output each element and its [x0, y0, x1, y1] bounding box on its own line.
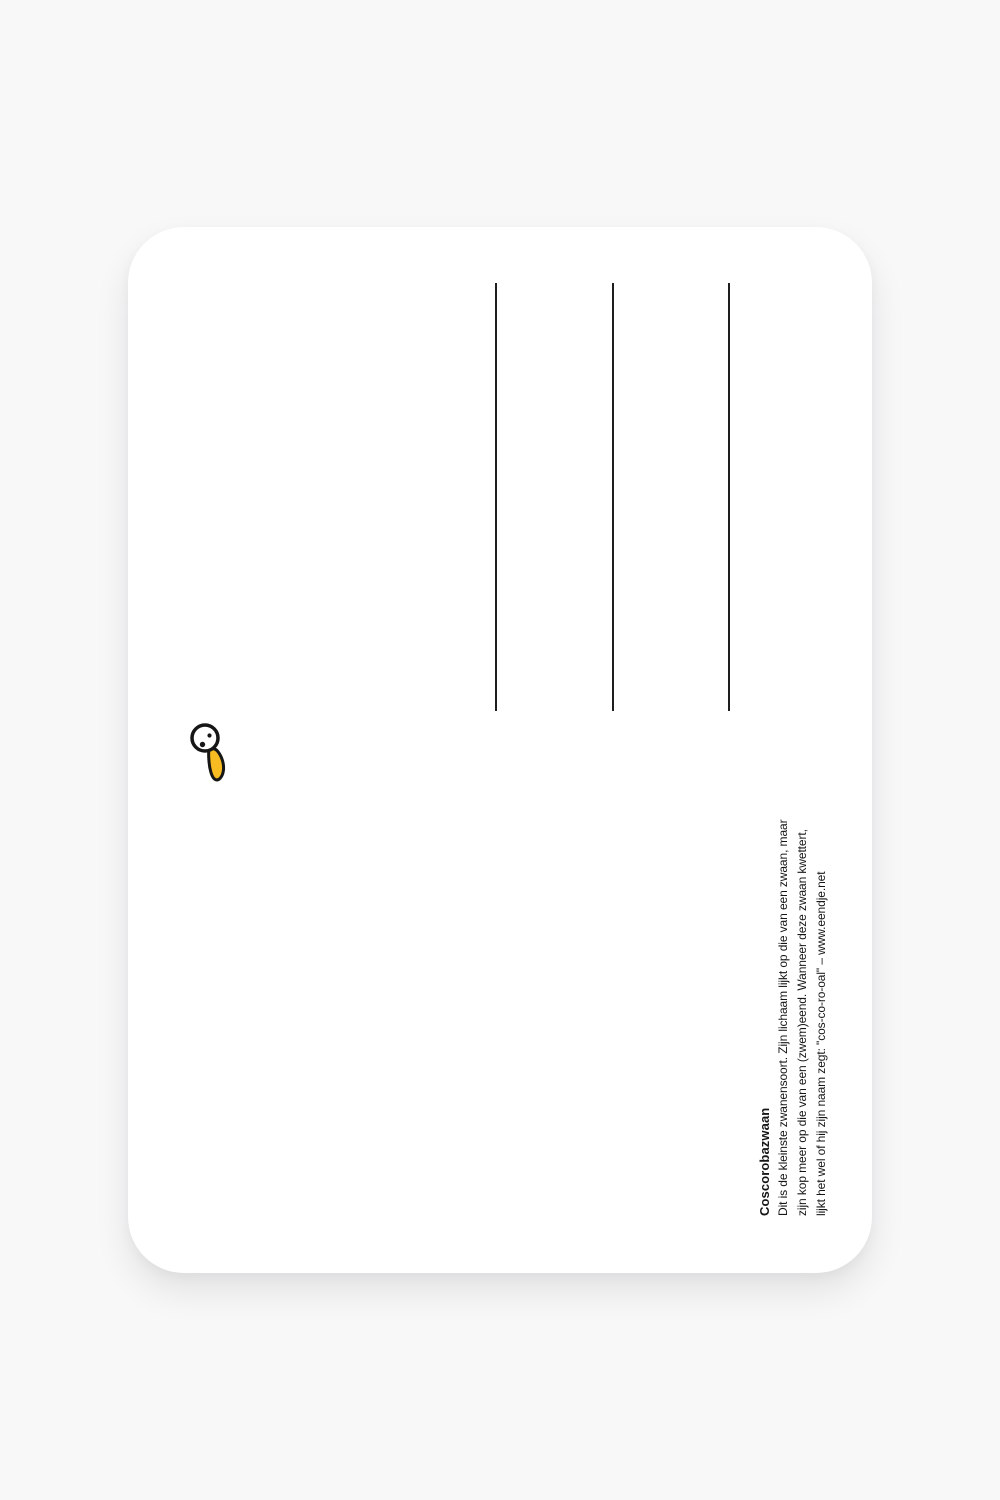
- description-line-1: Dit is de kleinste zwanensoort. Zijn lichaam lijkt op die van een zwaan, maar: [776, 819, 790, 1216]
- address-line: [612, 283, 614, 711]
- duck-logo-icon: [184, 716, 232, 792]
- address-line: [495, 283, 497, 711]
- postcard-info: [755, 766, 831, 1216]
- species-title: Coscorobazwaan: [757, 1107, 772, 1216]
- postcard-info-rotated-text: [755, 766, 831, 1216]
- description-line-2: zijn kop meer op die van een (zwem)eend. Wanneer deze zwaan kwettert,: [795, 829, 809, 1216]
- postcard-back: [128, 227, 872, 1273]
- description-line-3: lijkt het wel of hij zijn naam zegt: "cos-co-ro-oal" – www.eendje.net: [814, 871, 828, 1216]
- address-line: [728, 283, 730, 711]
